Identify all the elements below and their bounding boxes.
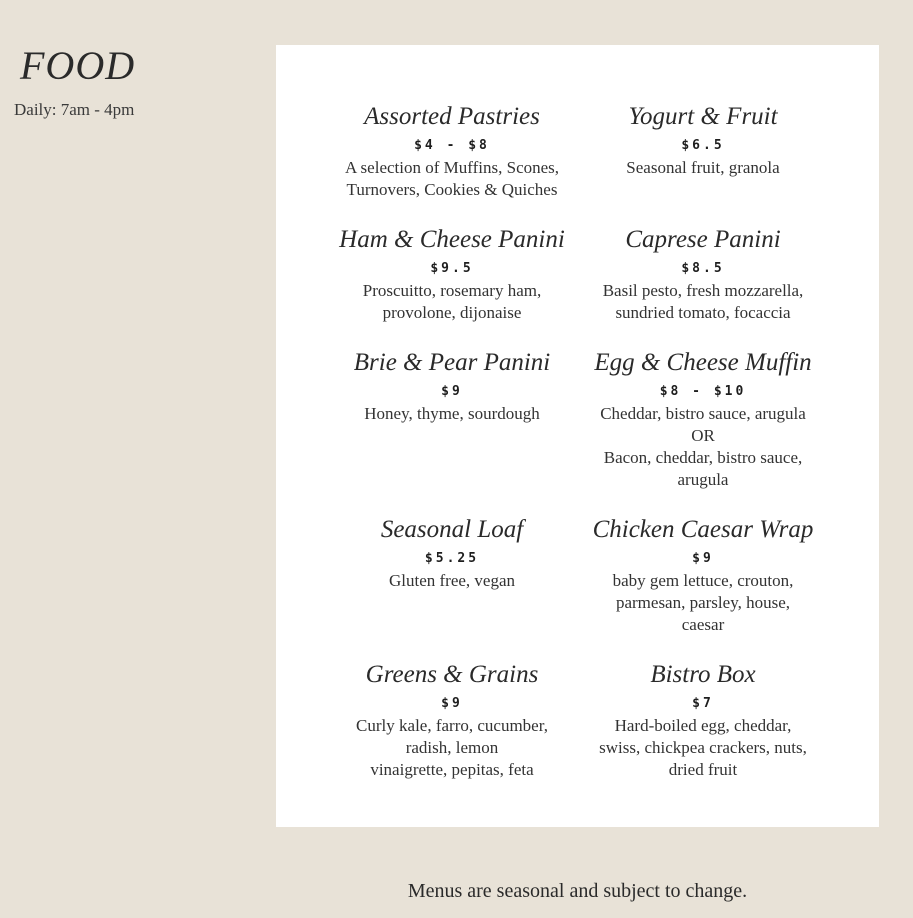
menu-item-description-line: Bacon, cheddar, bistro sauce, xyxy=(603,448,803,467)
menu-item-description-line: baby gem lettuce, crouton, xyxy=(612,571,794,590)
menu-item-description xyxy=(326,280,578,324)
menu-card xyxy=(276,45,879,827)
menu-item-price: $6.5 xyxy=(681,138,725,153)
menu-item-name: Brie & Pear Panini xyxy=(353,349,551,376)
menu-item-name: Seasonal Loaf xyxy=(380,516,524,543)
menu-item-description-line: Basil pesto, fresh mozzarella, xyxy=(602,281,804,300)
menu-grid xyxy=(276,45,879,827)
menu-item-name: Chicken Caesar Wrap xyxy=(592,516,814,543)
menu-item xyxy=(326,348,578,425)
menu-item-description xyxy=(326,715,578,781)
menu-item xyxy=(577,348,829,491)
menu-item-price: $9 xyxy=(441,696,463,711)
section-title: FOOD xyxy=(20,43,136,88)
menu-item-description-line: Turnovers, Cookies & Quiches xyxy=(346,180,558,199)
menu-item-description-line: provolone, dijonaise xyxy=(382,303,522,322)
menu-item-description-line: swiss, chickpea crackers, nuts, xyxy=(599,738,807,757)
menu-item-name: Greens & Grains xyxy=(365,661,539,688)
menu-item-name: Bistro Box xyxy=(650,661,756,688)
menu-item-description xyxy=(577,280,829,324)
menu-item-price: $4 - $8 xyxy=(414,138,490,153)
menu-item-description-line: arugula xyxy=(677,470,729,489)
menu-item-price: $8.5 xyxy=(681,261,725,276)
menu-item-description-line: Cheddar, bistro sauce, arugula xyxy=(600,404,806,423)
menu-item-description-line: Honey, thyme, sourdough xyxy=(364,404,540,423)
menu-item-price: $7 xyxy=(692,696,714,711)
menu-item-description xyxy=(577,715,829,781)
menu-item-description-line: caesar xyxy=(681,615,725,634)
section-header xyxy=(14,40,254,120)
menu-item xyxy=(577,660,829,781)
menu-item-price: $9.5 xyxy=(430,261,474,276)
seasonal-note: Menus are seasonal and subject to change. xyxy=(407,880,748,902)
menu-item-name: Egg & Cheese Muffin xyxy=(594,349,812,376)
menu-item-description-line: A selection of Muffins, Scones, xyxy=(344,158,560,177)
menu-item-description-line: OR xyxy=(691,426,715,445)
menu-item-name: Caprese Panini xyxy=(625,226,781,253)
menu-item-name: Assorted Pastries xyxy=(364,103,540,130)
menu-item-description xyxy=(577,157,829,179)
menu-item-description-line: Hard-boiled egg, cheddar, xyxy=(614,716,792,735)
menu-item-price: $5.25 xyxy=(424,551,480,566)
menu-item-description-line: vinaigrette, pepitas, feta xyxy=(370,760,534,779)
menu-item-name: Yogurt & Fruit xyxy=(628,103,778,130)
menu-item-price: $8 - $10 xyxy=(659,384,747,399)
menu-item-description-line: sundried tomato, focaccia xyxy=(615,303,791,322)
menu-item-price: $9 xyxy=(692,551,714,566)
menu-item xyxy=(577,225,829,324)
menu-item-description xyxy=(326,157,578,201)
menu-item-description xyxy=(577,570,829,636)
menu-item-description-line: Seasonal fruit, granola xyxy=(626,158,780,177)
menu-item-description-line: radish, lemon xyxy=(405,738,499,757)
menu-item xyxy=(577,102,829,179)
menu-item-description-line: parmesan, parsley, house, xyxy=(615,593,791,612)
menu-item-price: $9 xyxy=(441,384,463,399)
menu-item-description xyxy=(326,403,578,425)
menu-item-description-line: Curly kale, farro, cucumber, xyxy=(356,716,548,735)
menu-item xyxy=(326,660,578,781)
menu-item-description-line: Proscuitto, rosemary ham, xyxy=(362,281,542,300)
menu-item xyxy=(326,225,578,324)
section-hours: Daily: 7am - 4pm xyxy=(14,100,135,119)
menu-item xyxy=(326,102,578,201)
menu-item-description xyxy=(577,403,829,491)
menu-item xyxy=(326,515,578,592)
menu-item-description-line: dried fruit xyxy=(668,760,738,779)
menu-item xyxy=(577,515,829,636)
menu-item-description-line: Gluten free, vegan xyxy=(388,571,516,590)
menu-item-description xyxy=(326,570,578,592)
menu-item-name: Ham & Cheese Panini xyxy=(339,226,565,253)
